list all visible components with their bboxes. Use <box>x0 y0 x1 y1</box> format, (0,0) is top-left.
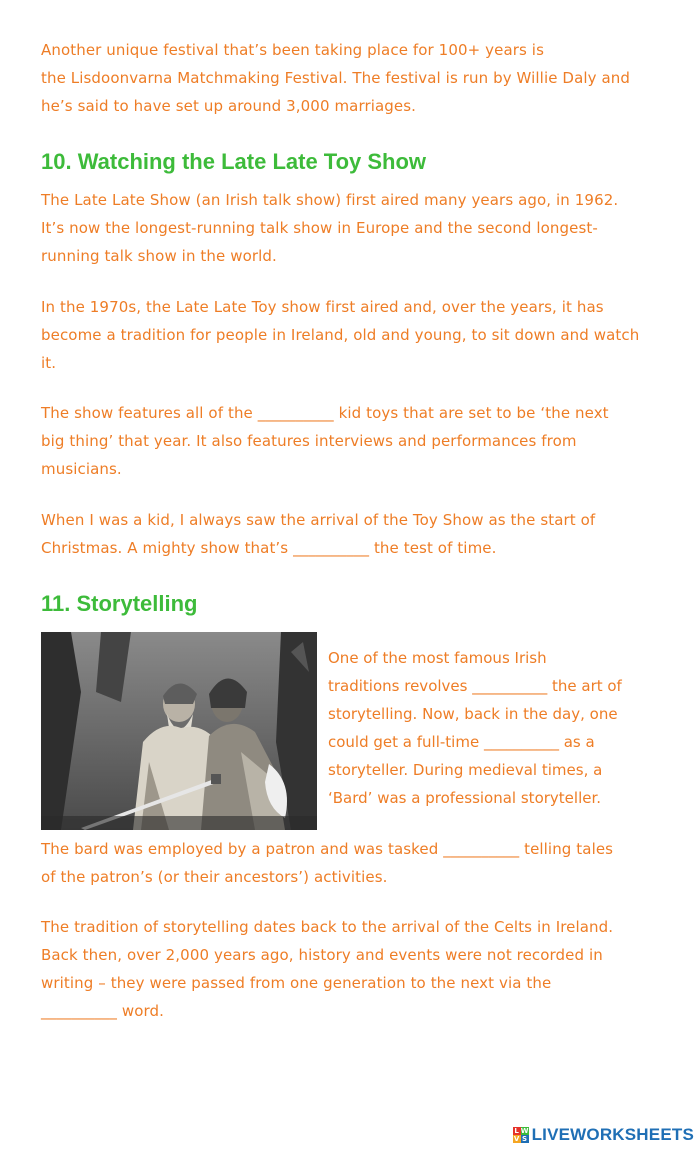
liveworksheets-brand <box>513 1125 694 1145</box>
section-10-paragraph-4 <box>41 506 666 562</box>
paragraph-line: it. <box>41 354 57 372</box>
paragraph-line: writing – they were passed from one generation to the next via the <box>41 974 552 992</box>
section-10-paragraph-3 <box>41 399 666 483</box>
paragraph-line: ‘Bard’ was a professional storyteller. <box>328 789 602 807</box>
section-10-paragraph-1 <box>41 186 666 270</box>
section-10-heading: 10. Watching the Late Late Toy Show <box>41 149 427 174</box>
logo-letter: V <box>513 1135 520 1143</box>
paragraph-line: running talk show in the world. <box>41 247 277 265</box>
section-11-heading: 11. Storytelling <box>41 591 198 616</box>
paragraph-line: The tradition of storytelling dates back to the arrival of the Celts in Ireland. <box>41 918 614 936</box>
paragraph-line: The bard was employed by a patron and was tasked __________ telling tales <box>41 840 614 858</box>
paragraph-line: The Late Late Show (an Irish talk show) first aired many years ago, in 1962. <box>41 191 619 209</box>
paragraph-line: Christmas. A mighty show that’s __________ the test of time. <box>41 539 497 557</box>
paragraph-line: become a tradition for people in Ireland, old and young, to sit down and watch <box>41 326 640 344</box>
paragraph-line: traditions revolves __________ the art of <box>328 677 622 695</box>
logo-letter: W <box>520 1127 529 1135</box>
section-11-paragraph-1 <box>41 835 666 891</box>
paragraph-line: The show features all of the __________ kid toys that are set to be ‘the next <box>41 404 609 422</box>
section-10-paragraph-2 <box>41 293 666 377</box>
paragraph-line: storytelling. Now, back in the day, one <box>328 705 618 723</box>
paragraph-line: In the 1970s, the Late Late Toy show first aired and, over the years, it has <box>41 298 604 316</box>
section-11-paragraph-2 <box>41 913 666 1025</box>
bard-illustration-image <box>41 632 317 830</box>
logo-letter: S <box>522 1135 528 1143</box>
intro-line: Another unique festival that’s been taking place for 100+ years is <box>41 41 544 59</box>
storytelling-side-text <box>328 644 668 812</box>
paragraph-line: Back then, over 2,000 years ago, history and events were not recorded in <box>41 946 603 964</box>
paragraph-line: musicians. <box>41 460 122 478</box>
paragraph-line: big thing’ that year. It also features interviews and performances from <box>41 432 577 450</box>
paragraph-line: could get a full-time __________ as a <box>328 733 595 751</box>
intro-line: the Lisdoonvarna Matchmaking Festival. The festival is run by Willie Daly and <box>41 69 630 87</box>
paragraph-line: of the patron’s (or their ancestors’) activities. <box>41 868 388 886</box>
paragraph-line: __________ word. <box>41 1002 165 1020</box>
intro-paragraph <box>41 36 666 120</box>
logo-letter: L <box>514 1127 519 1135</box>
paragraph-line: storyteller. During medieval times, a <box>328 761 603 779</box>
paragraph-line: When I was a kid, I always saw the arrival of the Toy Show as the start of <box>41 511 596 529</box>
bard-illustration-icon <box>41 632 317 830</box>
paragraph-line: It’s now the longest-running talk show in Europe and the second longest- <box>41 219 598 237</box>
brand-name: LIVEWORKSHEETS <box>531 1125 694 1144</box>
paragraph-line: One of the most famous Irish <box>328 649 547 667</box>
liveworksheets-logo-icon <box>513 1127 529 1143</box>
intro-line: he’s said to have set up around 3,000 marriages. <box>41 97 417 115</box>
